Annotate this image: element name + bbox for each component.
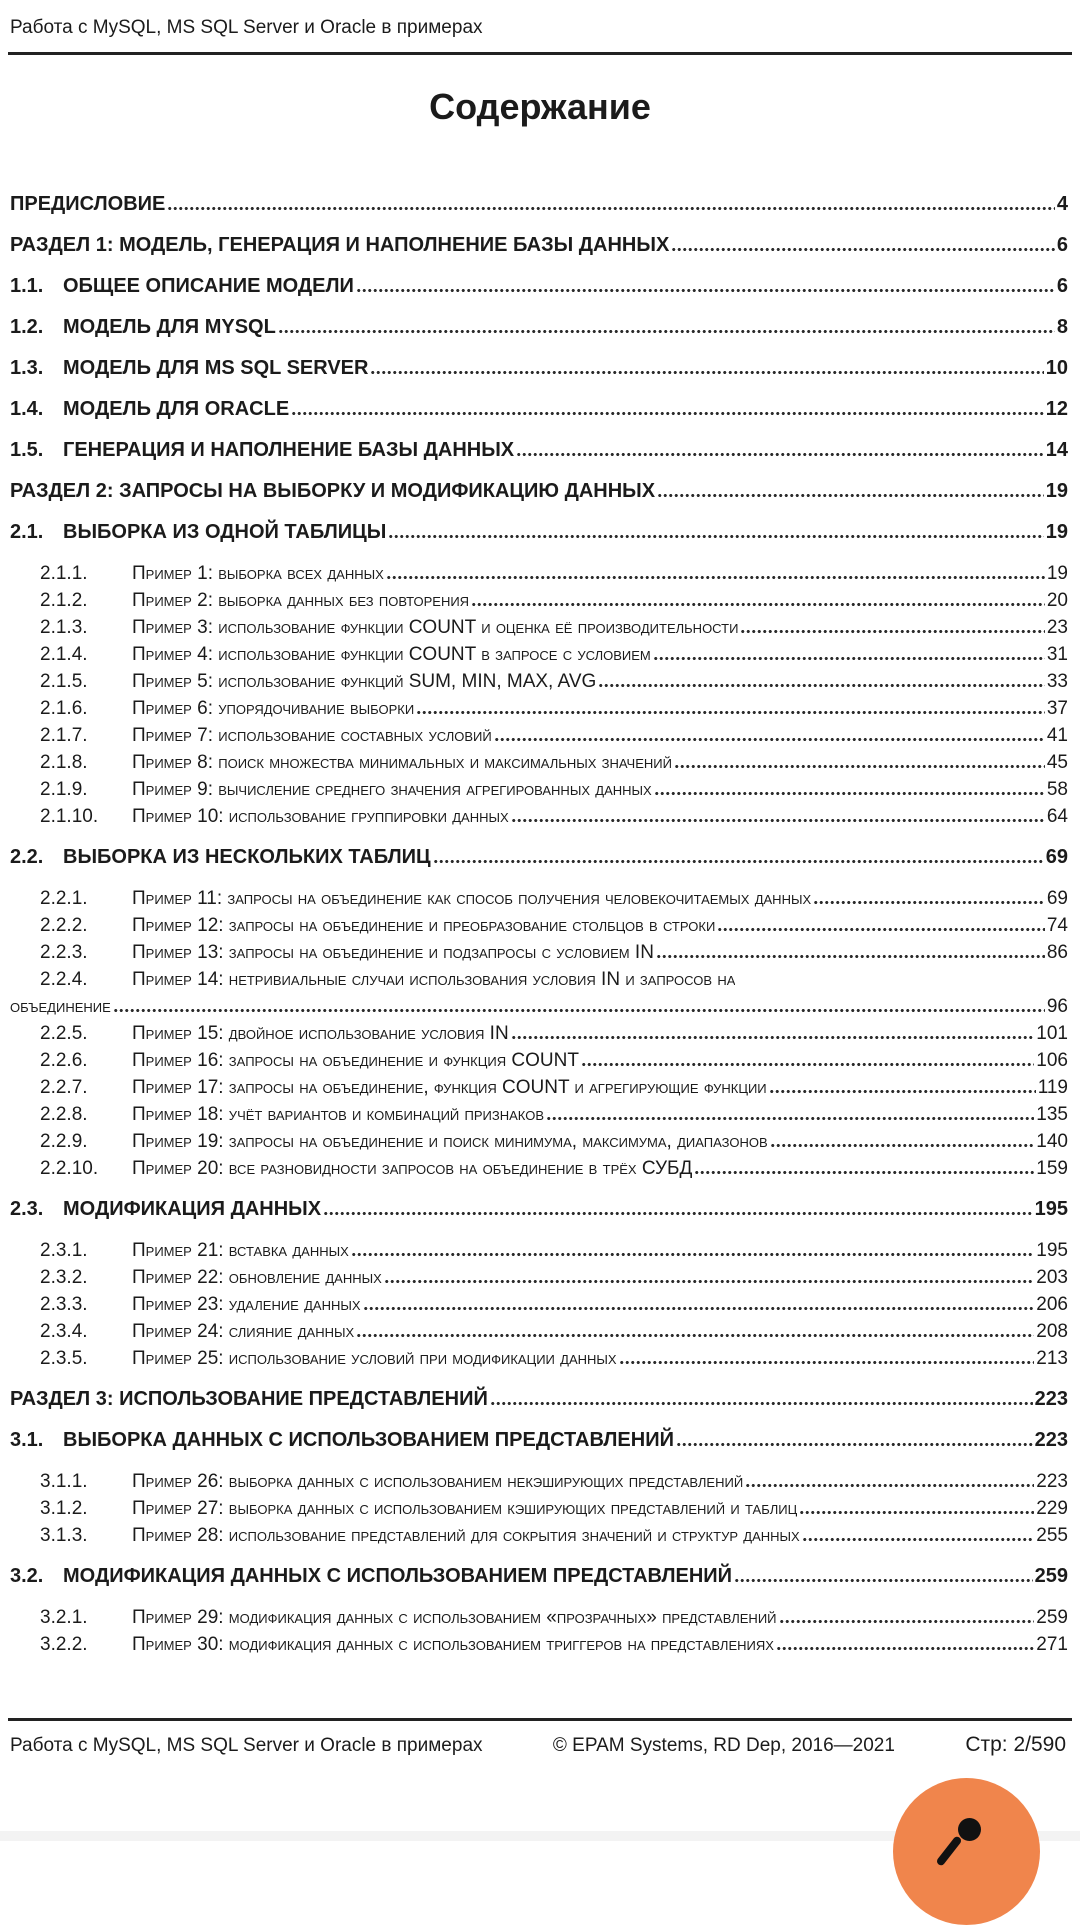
dot-leader [546,1117,1034,1120]
toc-entry-number: 2.1. [10,521,44,543]
toc-entry[interactable] [10,885,1068,912]
toc-entry-number: 2.2.8. [40,1104,88,1125]
toc-entry-page: 96 [1046,996,1068,1017]
toc-entry-title: Пример 15: двойное использование условия IN [132,1023,509,1044]
toc-entry-number: 2.2.10. [40,1158,99,1179]
floating-action-button[interactable] [893,1778,1040,1925]
toc [10,191,1068,1658]
toc-entry-page: 14 [1045,439,1068,461]
dot-leader [770,1144,1035,1147]
dot-leader [278,330,1055,333]
toc-entry-title: МОДИФИКАЦИЯ ДАННЫХ [63,1198,322,1220]
toc-entry-title: Пример 6: упорядочивание выборки [132,698,415,719]
running-header [0,0,1080,40]
toc-entry-page: 23 [1046,617,1068,638]
toc-entry-number: 3.2. [10,1565,44,1587]
dot-leader [776,1647,1034,1650]
toc-entry-title: Пример 11: запросы на объединение как способ получения человекочитаемых данных [132,888,812,909]
toc-entry-page: 159 [1036,1158,1068,1179]
toc-entry-title: Пример 8: поиск множества минимальных и максимальных значений [132,752,672,773]
toc-entry-number: 2.2.6. [40,1050,88,1071]
toc-entry-number: 2.1.2. [40,590,88,611]
toc-entry-page: 41 [1046,725,1068,746]
toc-entry-page: 8 [1056,316,1068,338]
dot-leader [351,1253,1034,1256]
toc-entry-number: 1.2. [10,316,44,338]
toc-entry-number: 2.3.5. [40,1348,88,1369]
dot-leader [471,603,1045,606]
dot-leader [656,955,1045,958]
toc-entry-page: 140 [1036,1131,1068,1152]
toc-entry-page: 6 [1056,234,1068,256]
toc-entry-title: Пример 22: обновление данных [132,1267,382,1288]
toc-entry[interactable] [10,844,1068,871]
toc-entry-page: 19 [1045,480,1068,502]
toc-entry-title: РАЗДЕЛ 2: ЗАПРОСЫ НА ВЫБОРКУ И МОДИФИКАЦИЮ ДАННЫХ [10,480,656,502]
toc-entry[interactable] [10,519,1068,546]
toc-entry[interactable] [10,1345,1068,1372]
toc-entry[interactable] [10,1386,1068,1413]
toc-entry[interactable] [10,232,1068,259]
toc-entry[interactable] [10,1196,1068,1223]
toc-entry-title: Пример 20: все разновидности запросов на объединение в трёх СУБД [132,1158,693,1179]
toc-entry-page: 69 [1046,888,1068,909]
toc-entry[interactable] [10,1047,1068,1074]
toc-entry-title: Пример 26: выборка данных с использованием некэширующих представлений [132,1471,744,1492]
toc-entry-page: 255 [1036,1525,1068,1546]
toc-entry-page: 223 [1034,1429,1068,1451]
toc-entry-title: Пример 23: удаление данных [132,1294,361,1315]
toc-entry[interactable] [10,396,1068,423]
dot-leader [416,711,1045,714]
toc-entry-title: Пример 13: запросы на объединение и подзапросы с условием IN [132,942,654,963]
toc-entry-title: Пример 2: выборка данных без повторения [132,590,470,611]
toc-entry-page: 195 [1034,1198,1068,1220]
dot-leader [671,248,1055,251]
toc-entry-number: 1.4. [10,398,44,420]
toc-entry[interactable] [10,1495,1068,1522]
toc-entry-page: 229 [1036,1498,1068,1519]
toc-entry-number: 3.1.2. [40,1498,88,1519]
toc-entry-number: 2.1.5. [40,671,88,692]
toc-entry-page: 19 [1045,521,1068,543]
toc-entry-number: 1.3. [10,357,44,379]
toc-entry[interactable] [10,1074,1068,1101]
toc-entry-number: 2.2.9. [40,1131,88,1152]
dot-leader [363,1307,1035,1310]
toc-entry-number: 2.1.10. [40,806,99,827]
dot-leader [494,738,1045,741]
dot-leader [740,630,1044,633]
toc-entry-title: объединение [10,996,111,1017]
dot-leader [676,1443,1033,1446]
toc-entry-number: 2.2.1. [40,888,88,909]
toc-entry-number: 3.1.1. [40,1471,88,1492]
dot-leader [769,1090,1036,1093]
dot-leader [657,494,1044,497]
toc-entry-title: МОДИФИКАЦИЯ ДАННЫХ С ИСПОЛЬЗОВАНИЕМ ПРЕДСТАВЛЕНИЙ [63,1565,733,1587]
toc-entry-title: Пример 17: запросы на объединение, функция COUNT и агрегирующие функции [132,1077,767,1098]
toc-entry-page: 271 [1036,1634,1068,1655]
toc-entry[interactable] [10,1155,1068,1182]
toc-entry-number: 2.2.7. [40,1077,88,1098]
toc-entry[interactable] [10,776,1068,803]
toc-entry[interactable] [10,355,1068,382]
dot-leader [717,928,1045,931]
toc-entry-page: 19 [1046,563,1068,584]
toc-entry-title: Пример 9: вычисление среднего значения агрегированных данных [132,779,652,800]
toc-entry-number: 2.2.3. [40,942,88,963]
dot-leader [356,1334,1034,1337]
dot-leader [167,207,1055,210]
toc-entry[interactable] [10,614,1068,641]
toc-entry-title: Пример 19: запросы на объединение и поиск минимума, максимума, диапазонов [132,1131,768,1152]
toc-entry-title: Пример 28: использование представлений для сокрытия значений и структур данных [132,1525,800,1546]
toc-entry-number: 2.3.1. [40,1240,88,1261]
dot-leader [490,1402,1033,1405]
dot-leader [745,1484,1034,1487]
toc-entry[interactable] [10,1631,1068,1658]
toc-entry-page: 74 [1046,915,1068,936]
toc-entry-title: ВЫБОРКА ДАННЫХ С ИСПОЛЬЗОВАНИЕМ ПРЕДСТАВЛЕНИЙ [63,1429,674,1451]
toc-entry[interactable] [10,1128,1068,1155]
dot-leader [384,1280,1035,1283]
toc-entry-title: Пример 25: использование условий при модификации данных [132,1348,617,1369]
toc-entry[interactable] [10,668,1068,695]
dot-leader [598,684,1045,687]
dot-leader [370,371,1043,374]
toc-entry-title: Пример 16: запросы на объединение и функция COUNT [132,1050,579,1071]
dot-leader [734,1579,1033,1582]
toc-entry-number: 2.3.3. [40,1294,88,1315]
dot-leader [799,1511,1034,1514]
toc-entry-title: ГЕНЕРАЦИЯ И НАПОЛНЕНИЕ БАЗЫ ДАННЫХ [63,439,515,461]
dot-leader [581,1063,1034,1066]
toc-entry[interactable] [10,722,1068,749]
toc-entry[interactable] [10,912,1068,939]
toc-entry-title: ОБЩЕЕ ОПИСАНИЕ МОДЕЛИ [63,275,354,297]
toc-entry-title: Пример 21: вставка данных [132,1240,349,1261]
toc-entry[interactable] [10,695,1068,722]
page-title: Содержание [429,86,651,127]
toc-entry-number: 3.1. [10,1429,44,1451]
toc-entry-page: 45 [1046,752,1068,773]
toc-entry-page: 4 [1056,193,1068,215]
dot-leader [619,1361,1035,1364]
dot-leader [291,412,1044,415]
toc-entry-page: 33 [1046,671,1068,692]
toc-entry[interactable] [10,1237,1068,1264]
toc-entry-title: ВЫБОРКА ИЗ НЕСКОЛЬКИХ ТАБЛИЦ [63,846,431,868]
dot-leader [654,792,1045,795]
toc-entry[interactable] [10,560,1068,587]
toc-entry-title: Пример 7: использование составных условий [132,725,492,746]
toc-entry[interactable] [10,1101,1068,1128]
toc-entry[interactable] [10,1291,1068,1318]
toc-entry-number: 3.1.3. [40,1525,88,1546]
toc-entry-title: РАЗДЕЛ 3: ИСПОЛЬЗОВАНИЕ ПРЕДСТАВЛЕНИЙ [10,1388,488,1410]
toc-entry-number: 3.2.1. [40,1607,88,1628]
dot-leader [511,1036,1035,1039]
toc-entry-continuation[interactable] [10,993,1068,1020]
toc-entry-page: 208 [1036,1321,1068,1342]
toc-entry-number: 2.1.3. [40,617,88,638]
toc-entry-title: Пример 24: слияние данных [132,1321,355,1342]
toc-entry-number: 2.1.8. [40,752,88,773]
toc-entry-title: ПРЕДИСЛОВИЕ [10,193,166,215]
toc-entry-number: 2.2.4. [40,969,88,990]
toc-entry-page: 203 [1036,1267,1068,1288]
toc-entry-title: Пример 12: запросы на объединение и преобразование столбцов в строки [132,915,716,936]
toc-entry[interactable] [10,749,1068,776]
dot-leader [388,535,1043,538]
dot-leader [813,901,1045,904]
toc-entry[interactable] [10,273,1068,300]
running-footer [10,1733,1066,1757]
toc-entry-title: МОДЕЛЬ ДЛЯ MS SQL SERVER [63,357,369,379]
footer-rule [8,1718,1072,1721]
toc-entry-title: Пример 14: нетривиальные случаи использования условия IN и запросов на [132,969,736,990]
dot-leader [802,1538,1035,1541]
toc-entry[interactable] [10,939,1068,966]
dot-leader [113,1009,1045,1012]
toc-entry-number: 2.3.2. [40,1267,88,1288]
toc-entry-title: Пример 4: использование функции COUNT в запросе с условием [132,644,651,665]
dot-leader [516,453,1044,456]
toc-entry-title: МОДЕЛЬ ДЛЯ MYSQL [63,316,276,338]
toc-entry-title: Пример 27: выборка данных с использованием кэширующих представлений и таблиц [132,1498,798,1519]
toc-entry-page: 69 [1045,846,1068,868]
toc-entry-title: РАЗДЕЛ 1: МОДЕЛЬ, ГЕНЕРАЦИЯ И НАПОЛНЕНИЕ БАЗЫ ДАННЫХ [10,234,670,256]
toc-entry-title: Пример 30: модификация данных с использованием триггеров на представлениях [132,1634,774,1655]
toc-entry-title: МОДЕЛЬ ДЛЯ ORACLE [63,398,290,420]
toc-entry-title: Пример 18: учёт вариантов и комбинаций признаков [132,1104,545,1125]
dot-leader [674,765,1045,768]
footer-copyright: © EPAM Systems, RD Dep, 2016—2021 [552,1735,895,1756]
toc-entry[interactable] [10,1264,1068,1291]
running-header-title: Работа с MySQL, MS SQL Server и Oracle в примерах [10,17,483,38]
toc-entry-title: ВЫБОРКА ИЗ ОДНОЙ ТАБЛИЦЫ [63,521,387,543]
toc-entry[interactable] [10,478,1068,505]
header-rule [8,52,1072,55]
dot-leader [356,289,1055,292]
toc-entry-page: 6 [1056,275,1068,297]
toc-entry-page: 64 [1046,806,1068,827]
toc-entry-number: 2.1.9. [40,779,88,800]
toc-entry[interactable] [10,191,1068,218]
toc-entry-page: 259 [1036,1607,1068,1628]
toc-entry-page: 223 [1034,1388,1068,1410]
toc-entry-title: Пример 10: использование группировки данных [132,806,509,827]
toc-entry[interactable] [10,1604,1068,1631]
toc-entry-page: 58 [1046,779,1068,800]
toc-entry-page: 223 [1036,1471,1068,1492]
toc-entry[interactable] [10,1318,1068,1345]
toc-entry-number: 2.3. [10,1198,44,1220]
toc-entry-title: Пример 1: выборка всех данных [132,563,384,584]
toc-entry-number: 1.5. [10,439,44,461]
toc-entry[interactable] [10,1563,1068,1590]
toc-entry-page: 12 [1045,398,1068,420]
toc-entry[interactable] [10,437,1068,464]
dot-leader [433,860,1044,863]
dot-leader [694,1171,1034,1174]
toc-entry-number: 2.2.2. [40,915,88,936]
toc-entry-number: 2.1.7. [40,725,88,746]
dot-leader [779,1620,1035,1623]
dot-leader [653,657,1045,660]
toc-entry[interactable] [10,1020,1068,1047]
toc-entry-page: 259 [1034,1565,1068,1587]
toc-entry-number: 2.1.1. [40,563,88,584]
toc-entry-page: 10 [1045,357,1068,379]
toc-entry-number: 2.3.4. [40,1321,88,1342]
toc-entry-number: 1.1. [10,275,44,297]
toc-entry[interactable] [10,641,1068,668]
toc-entry-page: 206 [1036,1294,1068,1315]
toc-entry[interactable] [10,1468,1068,1495]
toc-entry-page: 213 [1036,1348,1068,1369]
toc-entry-number: 2.1.6. [40,698,88,719]
toc-entry-page: 20 [1046,590,1068,611]
toc-entry-page: 37 [1046,698,1068,719]
toc-entry-page: 119 [1037,1077,1068,1098]
toc-entry-number: 2.2. [10,846,44,868]
toc-entry-title: Пример 3: использование функции COUNT и оценка её производительности [132,617,739,638]
toc-entry[interactable] [10,1427,1068,1454]
dot-leader [386,576,1045,579]
toc-entry-title: Пример 29: модификация данных с использованием «прозрачных» представлений [132,1607,777,1628]
toc-entry-page: 101 [1036,1023,1068,1044]
footer-book-title: Работа с MySQL, MS SQL Server и Oracle в примерах [10,1735,483,1756]
toc-entry[interactable] [10,587,1068,614]
toc-entry-number: 2.2.5. [40,1023,88,1044]
dot-leader [323,1212,1033,1215]
toc-entry[interactable] [10,966,1068,993]
toc-entry-page: 86 [1046,942,1068,963]
toc-entry-page: 106 [1036,1050,1068,1071]
toc-entry-page: 195 [1036,1240,1068,1261]
toc-entry[interactable] [10,314,1068,341]
toc-entry[interactable] [10,803,1068,830]
toc-entry[interactable] [10,1522,1068,1549]
dot-leader [511,819,1045,822]
toc-entry-title: Пример 5: использование функций SUM, MIN, MAX, AVG [132,671,597,692]
footer-page-number: Стр: 2/590 [965,1733,1066,1756]
toc-entry-page: 135 [1036,1104,1068,1125]
toc-entry-number: 3.2.2. [40,1634,88,1655]
toc-entry-number: 2.1.4. [40,644,88,665]
toc-entry-page: 31 [1046,644,1068,665]
